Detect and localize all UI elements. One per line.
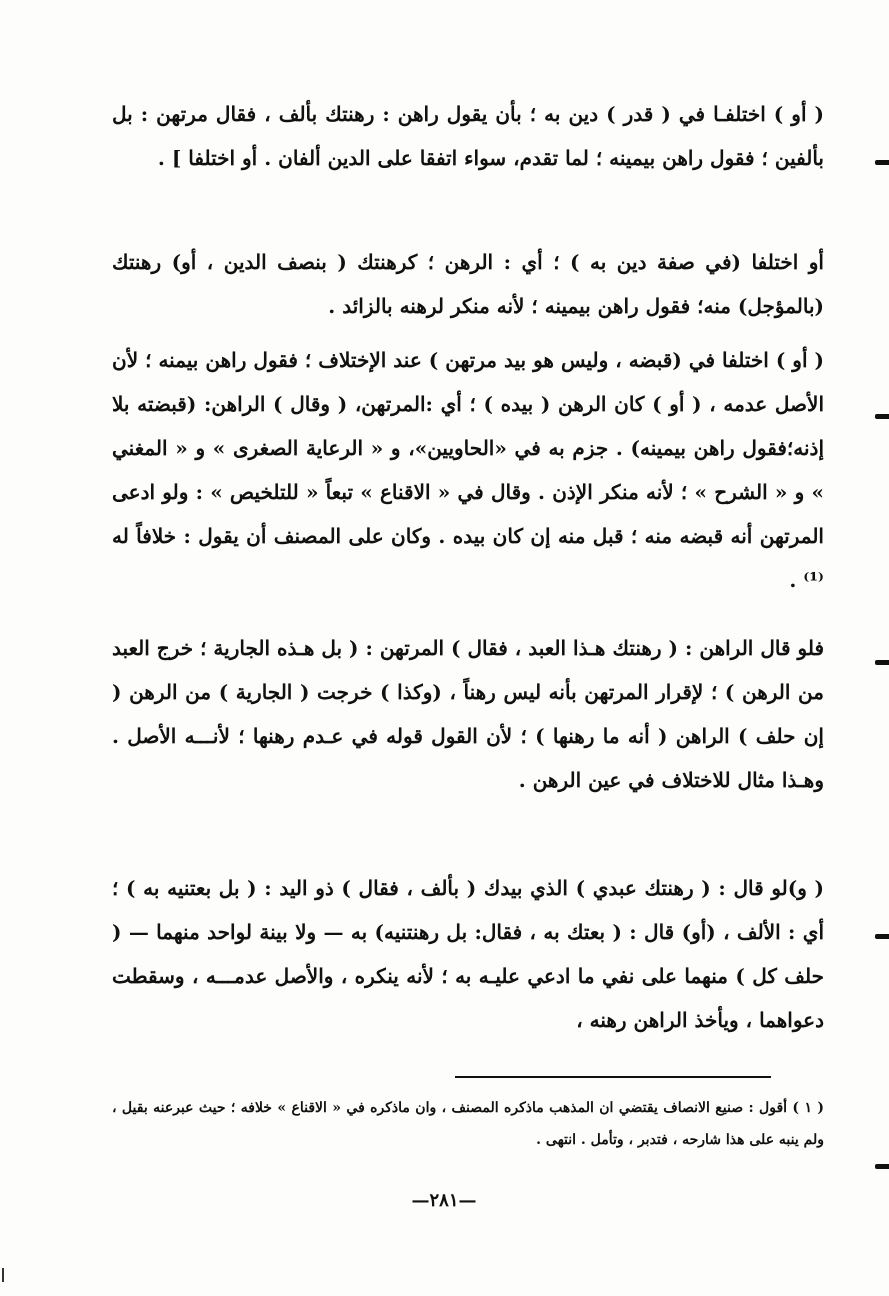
paragraph-text: ( أو ) اختلفـا في ( قدر ) دين به ؛ بأن يقول راهن : رهنتك بألف ، فقال مرتهن : بل بألفين ؛ فقول راهن بيمينه ؛ لما تقدم، سواء اتفقا على الدين ألفان . أو اختلفا ] . [112, 102, 824, 170]
margin-mark [875, 160, 889, 165]
paragraph-2 [112, 240, 824, 328]
paragraph-text: ( أو ) اختلفا في (قبضه ، وليس هو بيد مرتهن ) عند الإختلاف ؛ فقول راهن بيمنه ؛ لأن الأصل عدمه ، ( أو ) كان الرهن ( بيده ) ؛ أي :المرتهن، ( وقال ) الراهن: (قبضته بلا إذنه؛فقول راهن بيمينه) . جزم به في «الحاويين»، و « الرعاية الصغرى » و « المغني » و « الشرح » ؛ لأنه منكر الإذن . وقال في « الاقناع » تبعاً « للتلخيص » : ولو ادعى المرتهن أنه قبضه منه ؛ قبل منه إن كان بيده . وكان على المصنف أن يقول : خلافاً له ⁽¹⁾ . [112, 348, 824, 592]
paragraph-3 [112, 338, 824, 602]
paragraph-5 [112, 866, 824, 1042]
page-number: —٢٨١— [411, 1190, 477, 1211]
paragraph-1 [112, 92, 824, 180]
paragraph-4 [112, 626, 824, 802]
margin-mark [875, 660, 889, 665]
footnote-divider [455, 1076, 771, 1078]
margin-mark [875, 1164, 889, 1169]
paragraph-text: فلو قال الراهن : ( رهنتك هـذا العبد ، فقال ) المرتهن : ( بل هـذه الجارية ؛ خرج العبد من الرهن ) ؛ لإقرار المرتهن بأنه ليس رهناً ، (وكذا ) خرجت ( الجارية ) من الرهن ( إن حلف ) الراهن ( أنه ما رهنها ) ؛ لأن القول قوله في عـدم رهنها ؛ لأنـــه الأصل . وهـذا مثال للاختلاف في عين الرهن . [112, 636, 824, 792]
margin-mark [875, 414, 889, 419]
margin-mark [875, 934, 889, 939]
paragraph-text: ( و)لو قال : ( رهنتك عبدي ) الذي بيدك ( بألف ، فقال ) ذو اليد : ( بل بعتنيه به ) ؛ أي : الألف ، (أو) قال : ( بعتك به ، فقال: بل رهنتنيه) به — ولا بينة لواحد منهما — ( حلف كل ) منهما على نفي ما ادعي عليـه به ؛ لأنه ينكره ، والأصل عدمـــه ، وسقطت دعواهما ، ويأخذ الراهن رهنه ، [112, 876, 824, 1032]
edge-tick [2, 1268, 4, 1282]
footnote: ( ١ ) أقول : صنيع الانصاف يقتضي ان المذهب ماذكره المصنف ، وان ماذكره في « الاقناع » خلافه ؛ حيث عبرعنه بقيل ، ولم ينبه على هذا شارحه ، فتدبر ، وتأمل . انتهى . [112, 1100, 824, 1148]
paragraph-text: أو اختلفا (في صفة دين به ) ؛ أي : الرهن ؛ كرهنتك ( بنصف الدين ، أو) رهنتك (بالمؤجل) منه؛ فقول راهن بيمينه ؛ لأنه منكر لرهنه بالزائد . [112, 250, 824, 318]
